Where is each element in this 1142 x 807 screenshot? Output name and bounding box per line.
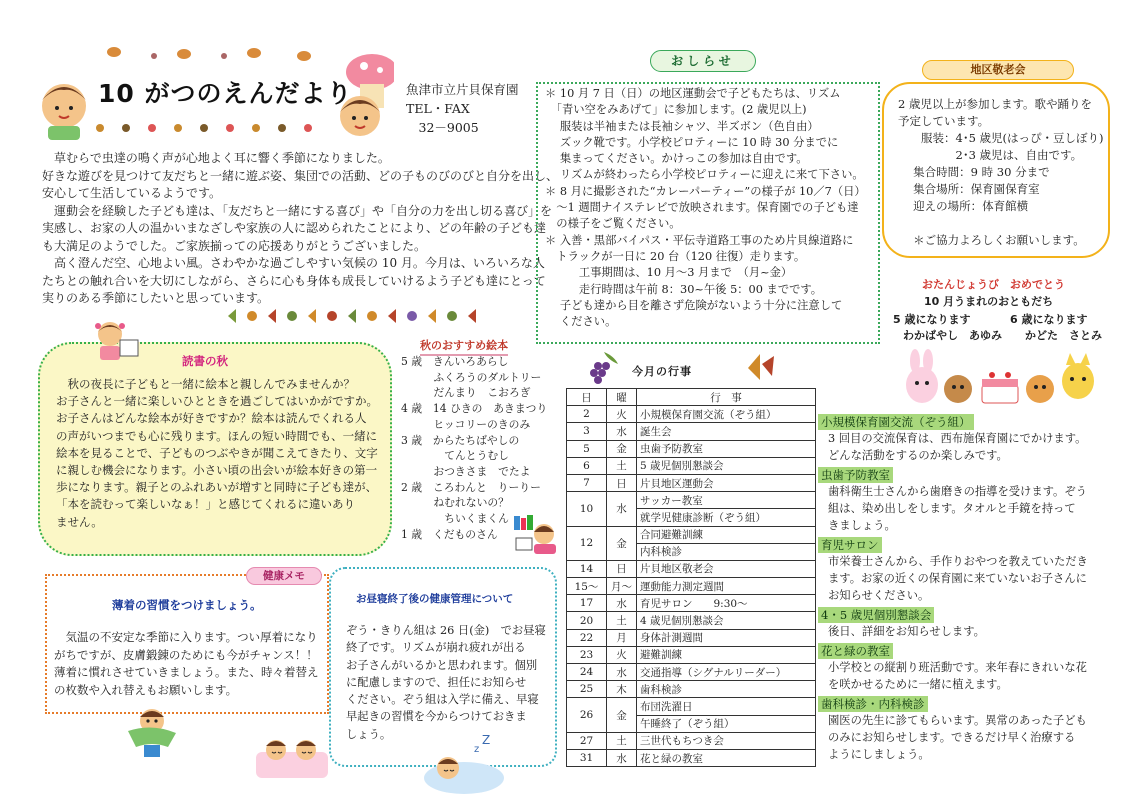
health-memo-text <box>54 629 326 699</box>
schedule-event: 交通指導（シグナルリーダー） <box>637 664 816 681</box>
intro-line: 高く澄んだ空、心地よい風。さわやかな過ごしやすい気候の 10 月。今月は、いろいろな人 <box>42 256 545 270</box>
reading-line: の声がいつまでも心に残ります。ほんの短い時間でも、一緒に <box>56 428 378 443</box>
schedule-weekday: 水 <box>607 595 637 612</box>
detail-section <box>818 464 1118 534</box>
birthday-title: おたんじょうび おめでとう <box>922 278 1065 291</box>
detail-section <box>818 534 1118 604</box>
recommended-books-title: 秋のおすすめ絵本 <box>420 337 508 356</box>
schedule-event: 内科検診 <box>637 543 816 560</box>
notice-line: ＊ 入善・黒部バイパス・平伝寺道路工事のため片貝線道路に <box>545 233 854 247</box>
detail-line: のみにお知らせします。できるだけ早く治療する <box>828 731 1076 744</box>
schedule-header-day: 日 <box>567 389 607 406</box>
notice-line: 服装は半袖または長袖シャツ、半ズボン（色自由） <box>545 119 819 133</box>
schedule-weekday: 火 <box>607 406 637 423</box>
books-girl-illustration <box>512 512 564 556</box>
schedule-event: 合同避難訓練 <box>637 526 816 543</box>
sleeping-baby-illustration <box>418 734 508 796</box>
intro-line: 実感し、お家の人の温かいまなざしや家族の人に認められたことにより、どの年齢の子ども達 <box>42 221 547 235</box>
schedule-row <box>567 681 816 698</box>
schedule-weekday: 木 <box>607 681 637 698</box>
notice-line: ください。 <box>545 315 617 329</box>
schedule-weekday: 水 <box>607 664 637 681</box>
schedule-event: 片貝地区運動会 <box>637 474 816 491</box>
schedule-row <box>567 629 816 646</box>
schedule-event: 誕生会 <box>637 423 816 440</box>
schedule-event: 4 歳児個別懇談会 <box>637 612 816 629</box>
book-entry: おつきさま でたよ <box>401 464 531 478</box>
elders-line: 予定しています。 <box>898 114 990 128</box>
birthday-animals-illustration <box>900 345 1100 407</box>
schedule-day: 20 <box>567 612 607 629</box>
detail-section <box>818 604 1118 640</box>
detail-line: 後日、詳細をお知らせします。 <box>828 625 985 638</box>
book-entry: ふくろうのダルトリー <box>401 370 542 384</box>
nap-line: お子さんがいるかと思われます。個別 <box>346 658 538 672</box>
svg-text:Z: Z <box>482 734 491 747</box>
notice-line: 工事期間は、10 月～3 月まで （月~金） <box>545 266 793 280</box>
birthday-age6-label: 6 歳になります <box>1010 313 1088 326</box>
schedule-day: 26 <box>567 698 607 732</box>
book-entry: ヒッコリーのきのみ <box>401 417 531 431</box>
detail-line: どんな活動をするのか楽しみです。 <box>828 449 1008 462</box>
org-tel-number: 32－9005 <box>406 120 479 135</box>
notice-label: おしらせ <box>650 50 756 72</box>
schedule-day: 3 <box>567 423 607 440</box>
health-line: の枚数や入れ替えもお願いします。 <box>54 682 238 697</box>
schedule-row <box>567 526 816 543</box>
reading-line: 絵本を見ることで、子どものつぶやきが聞こえてきたり、文字 <box>56 445 378 460</box>
schedule-weekday: 日 <box>607 560 637 577</box>
schedule-event: 5 歳児個別懇談会 <box>637 457 816 474</box>
detail-body <box>818 430 1118 464</box>
schedule-event: 虫歯予防教室 <box>637 440 816 457</box>
schedule-weekday: 金 <box>607 440 637 457</box>
autumn-leaves-divider <box>222 305 492 327</box>
detail-line: きましょう。 <box>828 519 896 532</box>
schedule-day: 10 <box>567 492 607 526</box>
organization-info <box>406 80 519 137</box>
schedule-row <box>567 578 816 595</box>
schedule-row <box>567 406 816 423</box>
schedule-day: 7 <box>567 474 607 491</box>
schedule-event: 育児サロン 9:30～ <box>637 595 816 612</box>
elders-line: 2 歳児以上が参加します。歌や踊りを <box>898 97 1093 111</box>
schedule-weekday: 金 <box>607 526 637 560</box>
notice-line: ＊ 10 月 7 日（日）の地区運動会で子どもたちは、リズム <box>545 87 841 100</box>
birthday-age5-label: 5 歳になります <box>893 313 971 326</box>
detail-section <box>818 640 1118 693</box>
elders-line: 服装：4･5 歳児(はっぴ・豆しぼり) <box>898 131 1104 145</box>
reading-line: ません。 <box>56 514 103 529</box>
reading-line: 秋の夜長に子どもと一緒に絵本と親しんでみませんか？ <box>56 377 355 391</box>
detail-line: 小学校との縦割り班活動です。来年春にきれいな花 <box>828 661 1087 674</box>
detail-heading: 小規模保育園交流（ぞう組） <box>818 414 974 430</box>
book-entry: だんまり こおろぎ <box>401 386 531 400</box>
nap-line: ください。ぞう組は入学に備え、早寝 <box>346 693 539 707</box>
page-title: 10 がつのえんだより <box>98 79 353 108</box>
birthday-age6-name: かどた さとみ <box>1025 329 1102 342</box>
schedule-event: 運動能力測定週間 <box>637 578 816 595</box>
book-entry: 3 歳 からたちばやしの <box>401 433 520 447</box>
schedule-event: 片貝地区敬老会 <box>637 560 816 577</box>
schedule-header-weekday: 曜 <box>607 389 637 406</box>
schedule-row <box>567 457 816 474</box>
schedule-event: 身体計測週間 <box>637 629 816 646</box>
reading-line: お子さんはどんな絵本が好きですか？絵本は読んでくれる人 <box>56 411 367 426</box>
birthday-age5-name: わかばやし あゆみ <box>903 329 1002 342</box>
health-line: がちですが、皮膚鍛錬のためにも今がチャンス！！ <box>54 647 318 662</box>
notice-line: 走行時間は午前 8：30~午後 5：00 までです。 <box>545 282 823 296</box>
grapes-illustration <box>584 350 624 390</box>
elders-line: 迎えの場所：体育館横 <box>898 199 1029 213</box>
book-entry: 2 歳 ころわんと りーりー <box>401 480 541 494</box>
schedule-title: 今月の行事 <box>632 365 692 378</box>
detail-line: ます。お家の近くの保育園に来ていないお子さんに <box>828 572 1087 585</box>
detail-line: を咲かせるために一緒に植えます。 <box>828 678 1008 691</box>
schedule-event: 歯科検診 <box>637 681 816 698</box>
birthday-subtitle: 10 月うまれのおともだち <box>924 295 1054 308</box>
schedule-event: 午睡終了（ぞう組） <box>637 715 816 732</box>
schedule-event: 避難訓練 <box>637 646 816 663</box>
schedule-row <box>567 646 816 663</box>
schedule-day: 24 <box>567 664 607 681</box>
schedule-row <box>567 698 816 715</box>
nap-line: に配慮しますので、担任にお知らせ <box>346 675 527 689</box>
schedule-weekday: 日 <box>607 474 637 491</box>
detail-heading: 歯科検診・内科検診 <box>818 696 928 712</box>
schedule-day: 12 <box>567 526 607 560</box>
elders-line: ＊ご協力よろしくお願いします。 <box>898 233 1085 247</box>
reading-line: 「本を読むって楽しいなぁ！」と感じてくれるに違いあり <box>56 497 355 512</box>
elders-line: 集合場所：保育園保育室 <box>898 182 1040 196</box>
schedule-weekday: 水 <box>607 423 637 440</box>
nap-line: 終了です。リズムが崩れ疲れが出る <box>346 641 526 655</box>
schedule-row <box>567 664 816 681</box>
schedule-weekday: 水 <box>607 749 637 766</box>
reading-line: に親しむ機会になります。小さい頃の出会いが絵本好きの第一 <box>56 463 378 478</box>
detail-section <box>818 411 1118 464</box>
notice-line: リズムが終わったら小学校ピロティーに迎えに来て下さい。 <box>545 168 864 182</box>
schedule-header-row <box>567 389 816 406</box>
book-entry: 5 歳 きんいろあらし <box>401 355 509 368</box>
nap-health-title: お昼寝終了後の健康管理について <box>356 593 514 605</box>
schedule-row <box>567 560 816 577</box>
schedule-row <box>567 732 816 749</box>
autumn-leaves-illustration <box>744 350 778 384</box>
intro-line: たちとの触れ合いを大切にしながら、さらに心も身体も成長していけるよう子ども達にとって <box>42 273 546 288</box>
schedule-day: 14 <box>567 560 607 577</box>
schedule-weekday: 土 <box>607 732 637 749</box>
schedule-day: 17 <box>567 595 607 612</box>
schedule-day: 22 <box>567 629 607 646</box>
schedule-weekday: 水 <box>607 492 637 526</box>
reading-title: 読書の秋 <box>182 354 228 368</box>
detail-heading: 育児サロン <box>818 537 882 553</box>
elders-text <box>898 96 1108 249</box>
schedule-event: 小規模保育園交流（ぞう組） <box>637 406 816 423</box>
schedule-weekday: 月～ <box>607 578 637 595</box>
schedule-weekday: 月 <box>607 629 637 646</box>
schedule-day: 2 <box>567 406 607 423</box>
schedule-day: 23 <box>567 646 607 663</box>
nap-health-text <box>346 622 554 743</box>
org-tel-label: TEL・FAX <box>406 101 470 116</box>
schedule-weekday: 土 <box>607 457 637 474</box>
detail-heading: 4・5 歳児個別懇談会 <box>818 607 934 623</box>
elders-line: 2･3 歳児は、自由です。 <box>898 148 1083 162</box>
detail-line: 3 回目の交流保育は、西布施保育園にでかけます。 <box>828 432 1087 445</box>
reading-text <box>56 376 382 531</box>
nap-line: しょう。 <box>346 727 392 741</box>
detail-line: 市栄養士さんから、手作りおやつを教えていただき <box>828 555 1088 568</box>
detail-line: 組は、染め出しをします。タオルと手鏡を持って <box>828 502 1076 515</box>
schedule-day: 27 <box>567 732 607 749</box>
svg-text:z: z <box>474 744 480 755</box>
notice-line: 子ども達から目を離さず危険がないよう十分に注意して <box>545 298 843 312</box>
notice-line: ズック靴です。小学校ピロティーに 10 時 30 分までに <box>545 135 839 149</box>
schedule-day: 25 <box>567 681 607 698</box>
detail-body <box>818 553 1118 604</box>
intro-paragraph <box>42 150 559 308</box>
detail-body <box>818 483 1118 534</box>
health-line: 薄着に慣れさせていきましょう。また、時々着替え <box>54 665 319 679</box>
elders-line <box>898 215 1108 232</box>
schedule-event: 就学児健康診断（ぞう組） <box>637 509 816 526</box>
detail-heading: 虫歯予防教室 <box>818 467 893 483</box>
schedule-row <box>567 474 816 491</box>
schedule-row <box>567 612 816 629</box>
girl-reading-illustration <box>92 318 144 362</box>
schedule-row <box>567 595 816 612</box>
intro-line: 運動会を経験した子ども達は、「友だちと一緒にする喜び」や「自分の力を出し切る喜び」を <box>42 203 553 218</box>
detail-body <box>818 712 1118 763</box>
detail-body <box>818 623 1118 640</box>
schedule-day: 31 <box>567 749 607 766</box>
schedule-table <box>566 388 816 767</box>
schedule-day: 5 <box>567 440 607 457</box>
book-entry: ちいくまくん <box>401 512 509 526</box>
nap-line: 早起きの習慣を今からつけておきま <box>346 710 527 724</box>
notice-line: 「青い空をみあげて」に参加します。(2 歳児以上) <box>545 103 807 117</box>
health-memo-label: 健康メモ <box>246 567 322 585</box>
child-changing-illustration <box>118 703 186 759</box>
detail-section <box>818 693 1118 763</box>
schedule-day: 6 <box>567 457 607 474</box>
schedule-event: 布団洗濯日 <box>637 698 816 715</box>
detail-line: 歯科衛生士さんから歯磨きの指導を受けます。ぞう <box>828 485 1087 498</box>
notice-text <box>545 86 877 330</box>
notice-line: トラックが一日に 20 台（120 往復）走ります。 <box>545 249 806 263</box>
schedule-row <box>567 440 816 457</box>
reading-line: 歩になります。親子とのふれあいが増すと同時に子ども達が、 <box>56 480 378 495</box>
health-line: 気温の不安定な季節に入ります。つい厚着になり <box>54 630 318 644</box>
schedule-header-event: 行 事 <box>637 389 816 406</box>
sleeping-children-illustration <box>254 728 330 780</box>
detail-line: お知らせください。 <box>828 589 930 602</box>
schedule-row <box>567 749 816 766</box>
notice-line: ～1 週間ナイステレビで放映されます。保育園での子ども達 <box>545 201 859 215</box>
elders-line: 集合時間：9 時 30 分まで <box>898 165 1050 179</box>
book-entry: 4 歳 14 ひきの あきまつり <box>401 402 548 416</box>
schedule-event: 花と緑の教室 <box>637 749 816 766</box>
health-memo-title: 薄着の習慣をつけましょう。 <box>112 598 262 612</box>
schedule-event: 三世代もちつき会 <box>637 732 816 749</box>
intro-line: 実りのある季節にしたいと思っています。 <box>42 291 270 305</box>
schedule-row <box>567 423 816 440</box>
detail-body <box>818 659 1118 693</box>
nap-line: ぞう・きりん組は 26 日(金) でお昼寝 <box>346 624 546 637</box>
notice-line: ＊ 8 月に撮影された“カレーパーティー”の様子が 10／7（日） <box>545 184 866 198</box>
detail-heading: 花と緑の教室 <box>818 643 893 659</box>
schedule-row <box>567 492 816 509</box>
detail-line: ようにしましょう。 <box>828 748 930 761</box>
reading-line: お子さんと一緒に楽しいひとときを過ごしてはいかがですか。 <box>56 394 378 409</box>
intro-line: 草むらで虫達の鳴く声が心地よく耳に響く季節になりました。 <box>42 151 390 165</box>
schedule-event: サッカー教室 <box>637 492 816 509</box>
intro-line: 安心して生活しているようです。 <box>42 186 222 200</box>
schedule-body <box>567 406 816 767</box>
intro-line: 好きな遊びを見つけて友だちと一緒に遊ぶ姿、集団での活動、どの子ものびのびと自分を出し、 <box>42 168 559 183</box>
detail-line: 園医の先生に診てもらいます。異常のあった子ども <box>828 714 1087 727</box>
book-entry: 1 歳 くだものさん <box>401 527 498 541</box>
book-entry: ねむれないの？ <box>401 496 509 510</box>
elders-label: 地区敬老会 <box>922 60 1074 80</box>
schedule-weekday: 火 <box>607 646 637 663</box>
org-name: 魚津市立片貝保育園 <box>406 82 519 97</box>
schedule-weekday: 金 <box>607 698 637 732</box>
book-entry: てんとうむし <box>401 449 509 463</box>
notice-line: 集まってください。かけっこの参加は自由です。 <box>545 152 808 166</box>
intro-line: も大満足のようでした。ご家族揃っての応援ありがとうございました。 <box>42 238 427 253</box>
event-details <box>818 411 1118 763</box>
notice-line: の様子をご覧ください。 <box>545 217 681 231</box>
schedule-weekday: 土 <box>607 612 637 629</box>
schedule-day: 15～ <box>567 578 607 595</box>
